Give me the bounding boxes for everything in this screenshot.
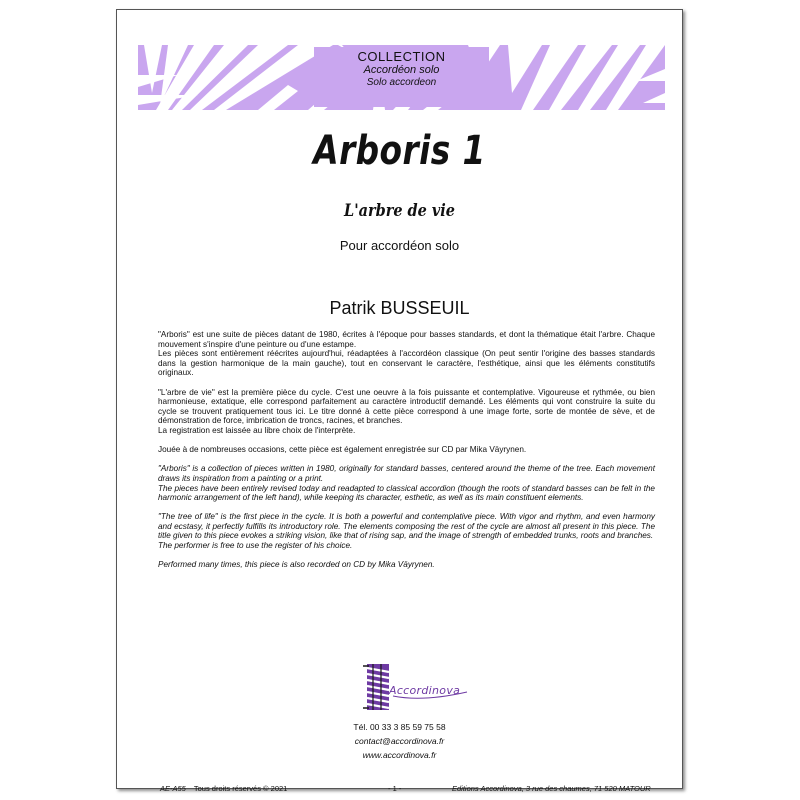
publisher-address: Editions Accordinova, 3 rue des chaumes, 71 520 MATOUR [452, 784, 651, 793]
footer-left [160, 784, 287, 794]
copyright-notice: Tous droits réservés © 2021 [193, 784, 288, 793]
banner-text-block [138, 49, 665, 89]
paragraph-en-1: "Arboris" is a collection of pieces written in 1980, originally for standard basses, centered around the theme of the tree. Each movement draws its inspiration from a painting or a print. The pieces have been entirely revised today and readapted to classical accordion (though the roots of standard basses can be felt in the harmonic arrangement of the left hand), while keeping its character, esthetic, as well as its main constituent elements. [158, 464, 655, 503]
page-number: - 1 - [388, 784, 402, 793]
contact-block [117, 720, 682, 762]
website-link[interactable]: www.accordinova.fr [362, 750, 437, 760]
paragraph-fr-2: "L'arbre de vie" est la première pièce du cycle. C'est une oeuvre à la fois puissante et contemplative. Vigoureuse et rythmée, ou bien harmonieuse, extatique, elle correspond parfaitement au caractère introductif demandé. Les éléments qui vont construire la suite du cycle se trouvent pratiquement tous ici. Le titre donné à cette pièce correspond à une image forte, sorte de montée de sève, et de démonstration de force, imbrication de troncs, racines, et branches. La registration est laissée au libre choix de l'interprète. [158, 387, 655, 435]
paragraph-fr-3: Jouée à de nombreuses occasions, cette pièce est également enregistrée sur CD par Mika Väyrynen. [158, 445, 527, 455]
paragraph-en-2: "The tree of life" is the first piece in the cycle. It is both a powerful and contemplative piece. With vigor and rhythm, and even harmony and ecstasy, it perfectly fulfills its introductory role. The elements composing the rest of the cycle are almost all present in this piece. The title given to this piece evokes a striking vision, like that of rising sap, and the image of strength of embedded trunks, roots and branches. The performer is free to use the register of his choice. [158, 512, 655, 551]
page-title: Arboris 1 [313, 128, 486, 174]
composer-name: Patrik BUSSEUIL [329, 298, 470, 318]
instrumentation: Pour accordéon solo [339, 238, 460, 253]
collection-banner [138, 45, 665, 110]
accordinova-logo [363, 662, 473, 714]
collection-subtitle-en: Solo accordeon [366, 77, 437, 88]
score-cover-page [116, 9, 683, 789]
collection-subtitle-fr: Accordéon solo [363, 64, 440, 76]
catalog-reference: AE-A55 [160, 784, 186, 793]
piece-subtitle: L'arbre de vie [344, 201, 455, 221]
phone-number: Tél. 00 33 3 85 59 75 58 [353, 722, 446, 732]
email-link[interactable]: contact@accordinova.fr [354, 736, 445, 746]
collection-label: COLLECTION [357, 49, 446, 64]
logo-wordmark: Accordinova [389, 684, 461, 697]
description-text [158, 330, 655, 579]
paragraph-en-3: Performed many times, this piece is also recorded on CD by Mika Väyrynen. [158, 560, 435, 570]
paragraph-fr-1: "Arboris" est une suite de pièces datant de 1980, écrites à l'époque pour basses standards, et dont la thématique était l'arbre. Chaque mouvement s'inspire d'une peinture ou d'une estampe. Les pièces sont entièrement réécrites aujourd'hui, réadaptées à l'accordéon classique (On peut sentir l'origine des basses standards dans la gestion harmonique de la main gauche), tout en conservant le caractère, l'esthétique, ainsi que les éléments constitutifs originaux. [158, 330, 655, 378]
